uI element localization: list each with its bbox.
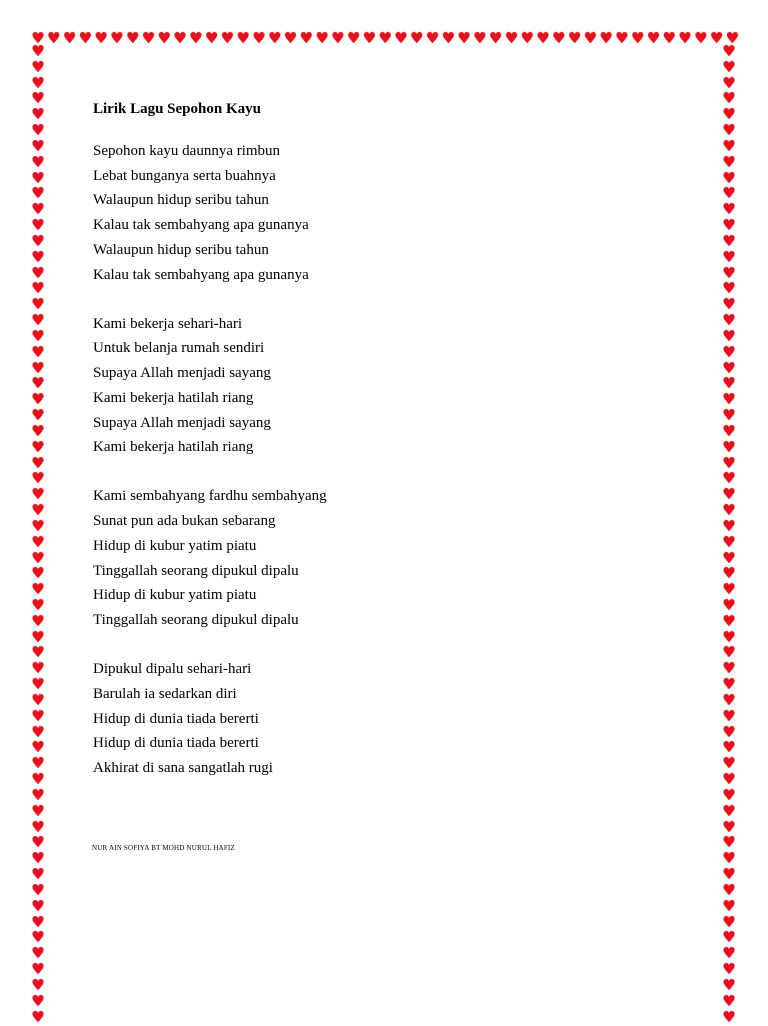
heart-icon: ♥ bbox=[722, 991, 736, 1010]
stanza-1 bbox=[93, 139, 693, 287]
heart-icon: ♥ bbox=[204, 29, 219, 47]
heart-icon: ♥ bbox=[488, 29, 503, 47]
heart-icon: ♥ bbox=[31, 564, 45, 583]
heart-icon: ♥ bbox=[220, 29, 235, 47]
heart-icon: ♥ bbox=[31, 73, 45, 92]
heart-icon: ♥ bbox=[722, 406, 736, 425]
heart-icon: ♥ bbox=[599, 29, 613, 47]
heart-icon: ♥ bbox=[110, 29, 124, 47]
heart-icon: ♥ bbox=[31, 263, 45, 282]
heart-icon: ♥ bbox=[722, 263, 736, 282]
heart-icon: ♥ bbox=[722, 833, 736, 852]
lyric-line: Hidup di dunia tiada bererti bbox=[93, 735, 259, 752]
heart-icon: ♥ bbox=[722, 168, 736, 187]
heart-icon: ♥ bbox=[722, 295, 736, 314]
stanza-3 bbox=[93, 484, 693, 632]
heart-icon: ♥ bbox=[31, 675, 45, 694]
heart-icon: ♥ bbox=[31, 516, 45, 535]
heart-icon: ♥ bbox=[722, 928, 736, 947]
heart-icon: ♥ bbox=[362, 29, 377, 47]
heart-icon: ♥ bbox=[31, 912, 45, 931]
heart-icon: ♥ bbox=[31, 754, 45, 773]
heart-icon: ♥ bbox=[678, 29, 692, 47]
heart-icon: ♥ bbox=[31, 121, 45, 140]
heart-icon: ♥ bbox=[722, 89, 736, 108]
heart-icon: ♥ bbox=[125, 29, 140, 47]
heart-icon: ♥ bbox=[722, 216, 736, 235]
heart-icon: ♥ bbox=[31, 611, 45, 630]
lyrics-content bbox=[93, 98, 693, 805]
heart-icon: ♥ bbox=[722, 722, 736, 741]
heart-icon: ♥ bbox=[31, 960, 45, 979]
heart-icon: ♥ bbox=[31, 801, 45, 820]
heart-icon: ♥ bbox=[141, 29, 156, 47]
heart-icon: ♥ bbox=[722, 675, 736, 694]
lyric-line: Sepohon kayu daunnya rimbun bbox=[93, 143, 281, 159]
heart-icon: ♥ bbox=[31, 279, 45, 298]
heart-icon: ♥ bbox=[722, 231, 736, 250]
lyric-line: Walaupun hidup seribu tahun bbox=[93, 192, 269, 209]
heart-icon: ♥ bbox=[722, 611, 736, 630]
heart-icon: ♥ bbox=[31, 421, 45, 440]
heart-icon: ♥ bbox=[31, 42, 45, 60]
heart-icon: ♥ bbox=[31, 659, 45, 678]
lyric-line: Kalau tak sembahyang apa gunanya bbox=[93, 217, 309, 234]
heart-icon: ♥ bbox=[722, 754, 736, 773]
page-border-top bbox=[31, 31, 740, 47]
heart-icon: ♥ bbox=[236, 29, 250, 47]
heart-icon: ♥ bbox=[722, 880, 736, 899]
heart-icon: ♥ bbox=[31, 57, 45, 76]
heart-icon: ♥ bbox=[31, 152, 45, 171]
heart-icon: ♥ bbox=[722, 453, 736, 472]
lyric-line: Barulah ia sedarkan diri bbox=[93, 685, 237, 702]
heart-icon: ♥ bbox=[630, 29, 645, 47]
heart-icon: ♥ bbox=[31, 595, 45, 614]
heart-icon: ♥ bbox=[722, 896, 736, 915]
heart-icon: ♥ bbox=[31, 326, 45, 345]
heart-icon: ♥ bbox=[722, 785, 736, 804]
heart-icon: ♥ bbox=[425, 29, 440, 47]
heart-icon: ♥ bbox=[722, 912, 736, 931]
heart-icon: ♥ bbox=[722, 532, 736, 551]
lyric-line: Kalau tak sembahyang apa gunanya bbox=[93, 266, 309, 283]
heart-icon: ♥ bbox=[31, 311, 45, 330]
heart-icon: ♥ bbox=[583, 29, 598, 47]
heart-icon: ♥ bbox=[31, 643, 45, 662]
lyric-line: Tinggallah seorang dipukul dipalu bbox=[93, 611, 299, 628]
heart-icon: ♥ bbox=[346, 29, 361, 47]
lyric-line: Kami sembahyang fardhu sembahyang bbox=[93, 488, 327, 505]
heart-icon: ♥ bbox=[31, 785, 45, 804]
lyric-line: Supaya Allah menjadi sayang bbox=[93, 365, 271, 382]
heart-icon: ♥ bbox=[31, 247, 45, 266]
heart-icon: ♥ bbox=[299, 29, 313, 47]
lyric-line: Hidup di dunia tiada bererti bbox=[93, 710, 259, 727]
heart-icon: ♥ bbox=[31, 453, 45, 472]
heart-icon: ♥ bbox=[31, 548, 45, 567]
heart-icon: ♥ bbox=[722, 817, 736, 836]
heart-icon: ♥ bbox=[31, 928, 45, 947]
lyric-line: Supaya Allah menjadi sayang bbox=[93, 414, 271, 431]
lyric-line: Sunat pun ada bukan sebarang bbox=[93, 513, 276, 530]
heart-icon: ♥ bbox=[78, 29, 93, 47]
page-border-left bbox=[31, 44, 47, 1024]
heart-icon: ♥ bbox=[615, 29, 629, 47]
heart-icon: ♥ bbox=[722, 706, 736, 725]
heart-icon: ♥ bbox=[722, 57, 736, 76]
heart-icon: ♥ bbox=[31, 390, 45, 409]
lyric-line: Walaupun hidup seribu tahun bbox=[93, 241, 269, 258]
heart-icon: ♥ bbox=[31, 200, 45, 219]
heart-icon: ♥ bbox=[31, 944, 45, 963]
heart-icon: ♥ bbox=[646, 29, 661, 47]
heart-icon: ♥ bbox=[722, 516, 736, 535]
heart-icon: ♥ bbox=[31, 358, 45, 377]
heart-icon: ♥ bbox=[722, 311, 736, 330]
page-border-right bbox=[722, 44, 738, 1024]
lyric-line: Kami bekerja hatilah riang bbox=[93, 439, 254, 456]
heart-icon: ♥ bbox=[31, 136, 45, 155]
lyric-line: Hidup di kubur yatim piatu bbox=[93, 587, 257, 604]
lyric-line: Akhirat di sana sangatlah rugi bbox=[93, 759, 273, 776]
heart-icon: ♥ bbox=[722, 690, 736, 709]
heart-icon: ♥ bbox=[31, 580, 45, 599]
heart-icon: ♥ bbox=[157, 29, 171, 47]
heart-icon: ♥ bbox=[709, 29, 724, 47]
heart-icon: ♥ bbox=[331, 29, 345, 47]
lyric-line: Untuk belanja rumah sendiri bbox=[93, 340, 265, 357]
heart-icon: ♥ bbox=[267, 29, 282, 47]
heart-icon: ♥ bbox=[722, 770, 736, 789]
heart-icon: ♥ bbox=[722, 738, 736, 757]
heart-icon: ♥ bbox=[31, 216, 45, 235]
heart-icon: ♥ bbox=[722, 342, 736, 361]
heart-icon: ♥ bbox=[31, 469, 45, 488]
heart-icon: ♥ bbox=[722, 73, 736, 92]
heart-icon: ♥ bbox=[722, 485, 736, 504]
heart-icon: ♥ bbox=[189, 29, 203, 47]
heart-icon: ♥ bbox=[31, 865, 45, 884]
heart-icon: ♥ bbox=[62, 29, 77, 47]
heart-icon: ♥ bbox=[722, 944, 736, 963]
heart-icon: ♥ bbox=[31, 833, 45, 852]
heart-icon: ♥ bbox=[457, 29, 471, 47]
heart-icon: ♥ bbox=[31, 29, 45, 47]
heart-icon: ♥ bbox=[504, 29, 519, 47]
heart-icon: ♥ bbox=[694, 29, 708, 47]
heart-icon: ♥ bbox=[722, 42, 736, 60]
heart-icon: ♥ bbox=[722, 548, 736, 567]
heart-icon: ♥ bbox=[722, 200, 736, 219]
heart-icon: ♥ bbox=[722, 501, 736, 520]
stanza-2 bbox=[93, 312, 693, 460]
heart-icon: ♥ bbox=[722, 849, 736, 868]
heart-icon: ♥ bbox=[31, 532, 45, 551]
lyric-line: Hidup di kubur yatim piatu bbox=[93, 537, 257, 554]
heart-icon: ♥ bbox=[31, 89, 45, 108]
heart-icon: ♥ bbox=[722, 595, 736, 614]
heart-icon: ♥ bbox=[722, 865, 736, 884]
lyric-line: Kami bekerja sehari-hari bbox=[93, 315, 243, 332]
heart-icon: ♥ bbox=[552, 29, 566, 47]
heart-icon: ♥ bbox=[31, 184, 45, 203]
lyric-line: Kami bekerja hatilah riang bbox=[93, 389, 254, 406]
heart-icon: ♥ bbox=[283, 29, 298, 47]
heart-icon: ♥ bbox=[31, 295, 45, 314]
heart-icon: ♥ bbox=[31, 437, 45, 456]
heart-icon: ♥ bbox=[722, 975, 736, 994]
document-title: Lirik Lagu Sepohon Kayu bbox=[93, 101, 261, 117]
heart-icon: ♥ bbox=[31, 231, 45, 250]
heart-icon: ♥ bbox=[722, 801, 736, 820]
heart-icon: ♥ bbox=[31, 342, 45, 361]
heart-icon: ♥ bbox=[31, 1007, 45, 1026]
heart-icon: ♥ bbox=[722, 279, 736, 298]
author-name: NUR AIN SOFIYA BT MOHD NURUL HAFIZ bbox=[92, 844, 235, 852]
heart-icon: ♥ bbox=[722, 1007, 736, 1026]
heart-icon: ♥ bbox=[31, 501, 45, 520]
heart-icon: ♥ bbox=[31, 991, 45, 1010]
lyric-line: Tinggallah seorang dipukul dipalu bbox=[93, 562, 299, 579]
heart-icon: ♥ bbox=[31, 627, 45, 646]
heart-icon: ♥ bbox=[722, 643, 736, 662]
heart-icon: ♥ bbox=[394, 29, 408, 47]
heart-icon: ♥ bbox=[722, 152, 736, 171]
heart-icon: ♥ bbox=[725, 29, 740, 47]
heart-icon: ♥ bbox=[173, 29, 187, 47]
heart-icon: ♥ bbox=[722, 105, 736, 124]
heart-icon: ♥ bbox=[31, 896, 45, 915]
heart-icon: ♥ bbox=[31, 374, 45, 393]
lyric-line: Dipukul dipalu sehari-hari bbox=[93, 661, 252, 678]
heart-icon: ♥ bbox=[722, 121, 736, 140]
heart-icon: ♥ bbox=[722, 326, 736, 345]
heart-icon: ♥ bbox=[567, 29, 582, 47]
heart-icon: ♥ bbox=[722, 374, 736, 393]
heart-icon: ♥ bbox=[722, 358, 736, 377]
heart-icon: ♥ bbox=[722, 390, 736, 409]
heart-icon: ♥ bbox=[47, 29, 61, 47]
heart-icon: ♥ bbox=[722, 421, 736, 440]
heart-icon: ♥ bbox=[722, 564, 736, 583]
heart-icon: ♥ bbox=[31, 975, 45, 994]
heart-icon: ♥ bbox=[722, 437, 736, 456]
heart-icon: ♥ bbox=[94, 29, 108, 47]
heart-icon: ♥ bbox=[315, 29, 329, 47]
heart-icon: ♥ bbox=[31, 770, 45, 789]
heart-icon: ♥ bbox=[31, 849, 45, 868]
heart-icon: ♥ bbox=[410, 29, 424, 47]
stanza-4 bbox=[93, 657, 693, 781]
heart-icon: ♥ bbox=[31, 105, 45, 124]
heart-icon: ♥ bbox=[722, 659, 736, 678]
heart-icon: ♥ bbox=[378, 29, 392, 47]
heart-icon: ♥ bbox=[722, 247, 736, 266]
heart-icon: ♥ bbox=[441, 29, 456, 47]
heart-icon: ♥ bbox=[31, 817, 45, 836]
heart-icon: ♥ bbox=[31, 168, 45, 187]
heart-icon: ♥ bbox=[722, 960, 736, 979]
heart-icon: ♥ bbox=[31, 485, 45, 504]
heart-icon: ♥ bbox=[31, 880, 45, 899]
heart-icon: ♥ bbox=[722, 469, 736, 488]
heart-icon: ♥ bbox=[722, 580, 736, 599]
heart-icon: ♥ bbox=[252, 29, 266, 47]
lyric-line: Lebat bunganya serta buahnya bbox=[93, 167, 276, 184]
heart-icon: ♥ bbox=[473, 29, 487, 47]
heart-icon: ♥ bbox=[662, 29, 676, 47]
heart-icon: ♥ bbox=[536, 29, 550, 47]
heart-icon: ♥ bbox=[722, 184, 736, 203]
heart-icon: ♥ bbox=[31, 738, 45, 757]
heart-icon: ♥ bbox=[722, 136, 736, 155]
heart-icon: ♥ bbox=[520, 29, 534, 47]
heart-icon: ♥ bbox=[31, 406, 45, 425]
heart-icon: ♥ bbox=[722, 627, 736, 646]
heart-icon: ♥ bbox=[31, 690, 45, 709]
heart-icon: ♥ bbox=[31, 722, 45, 741]
heart-icon: ♥ bbox=[31, 706, 45, 725]
